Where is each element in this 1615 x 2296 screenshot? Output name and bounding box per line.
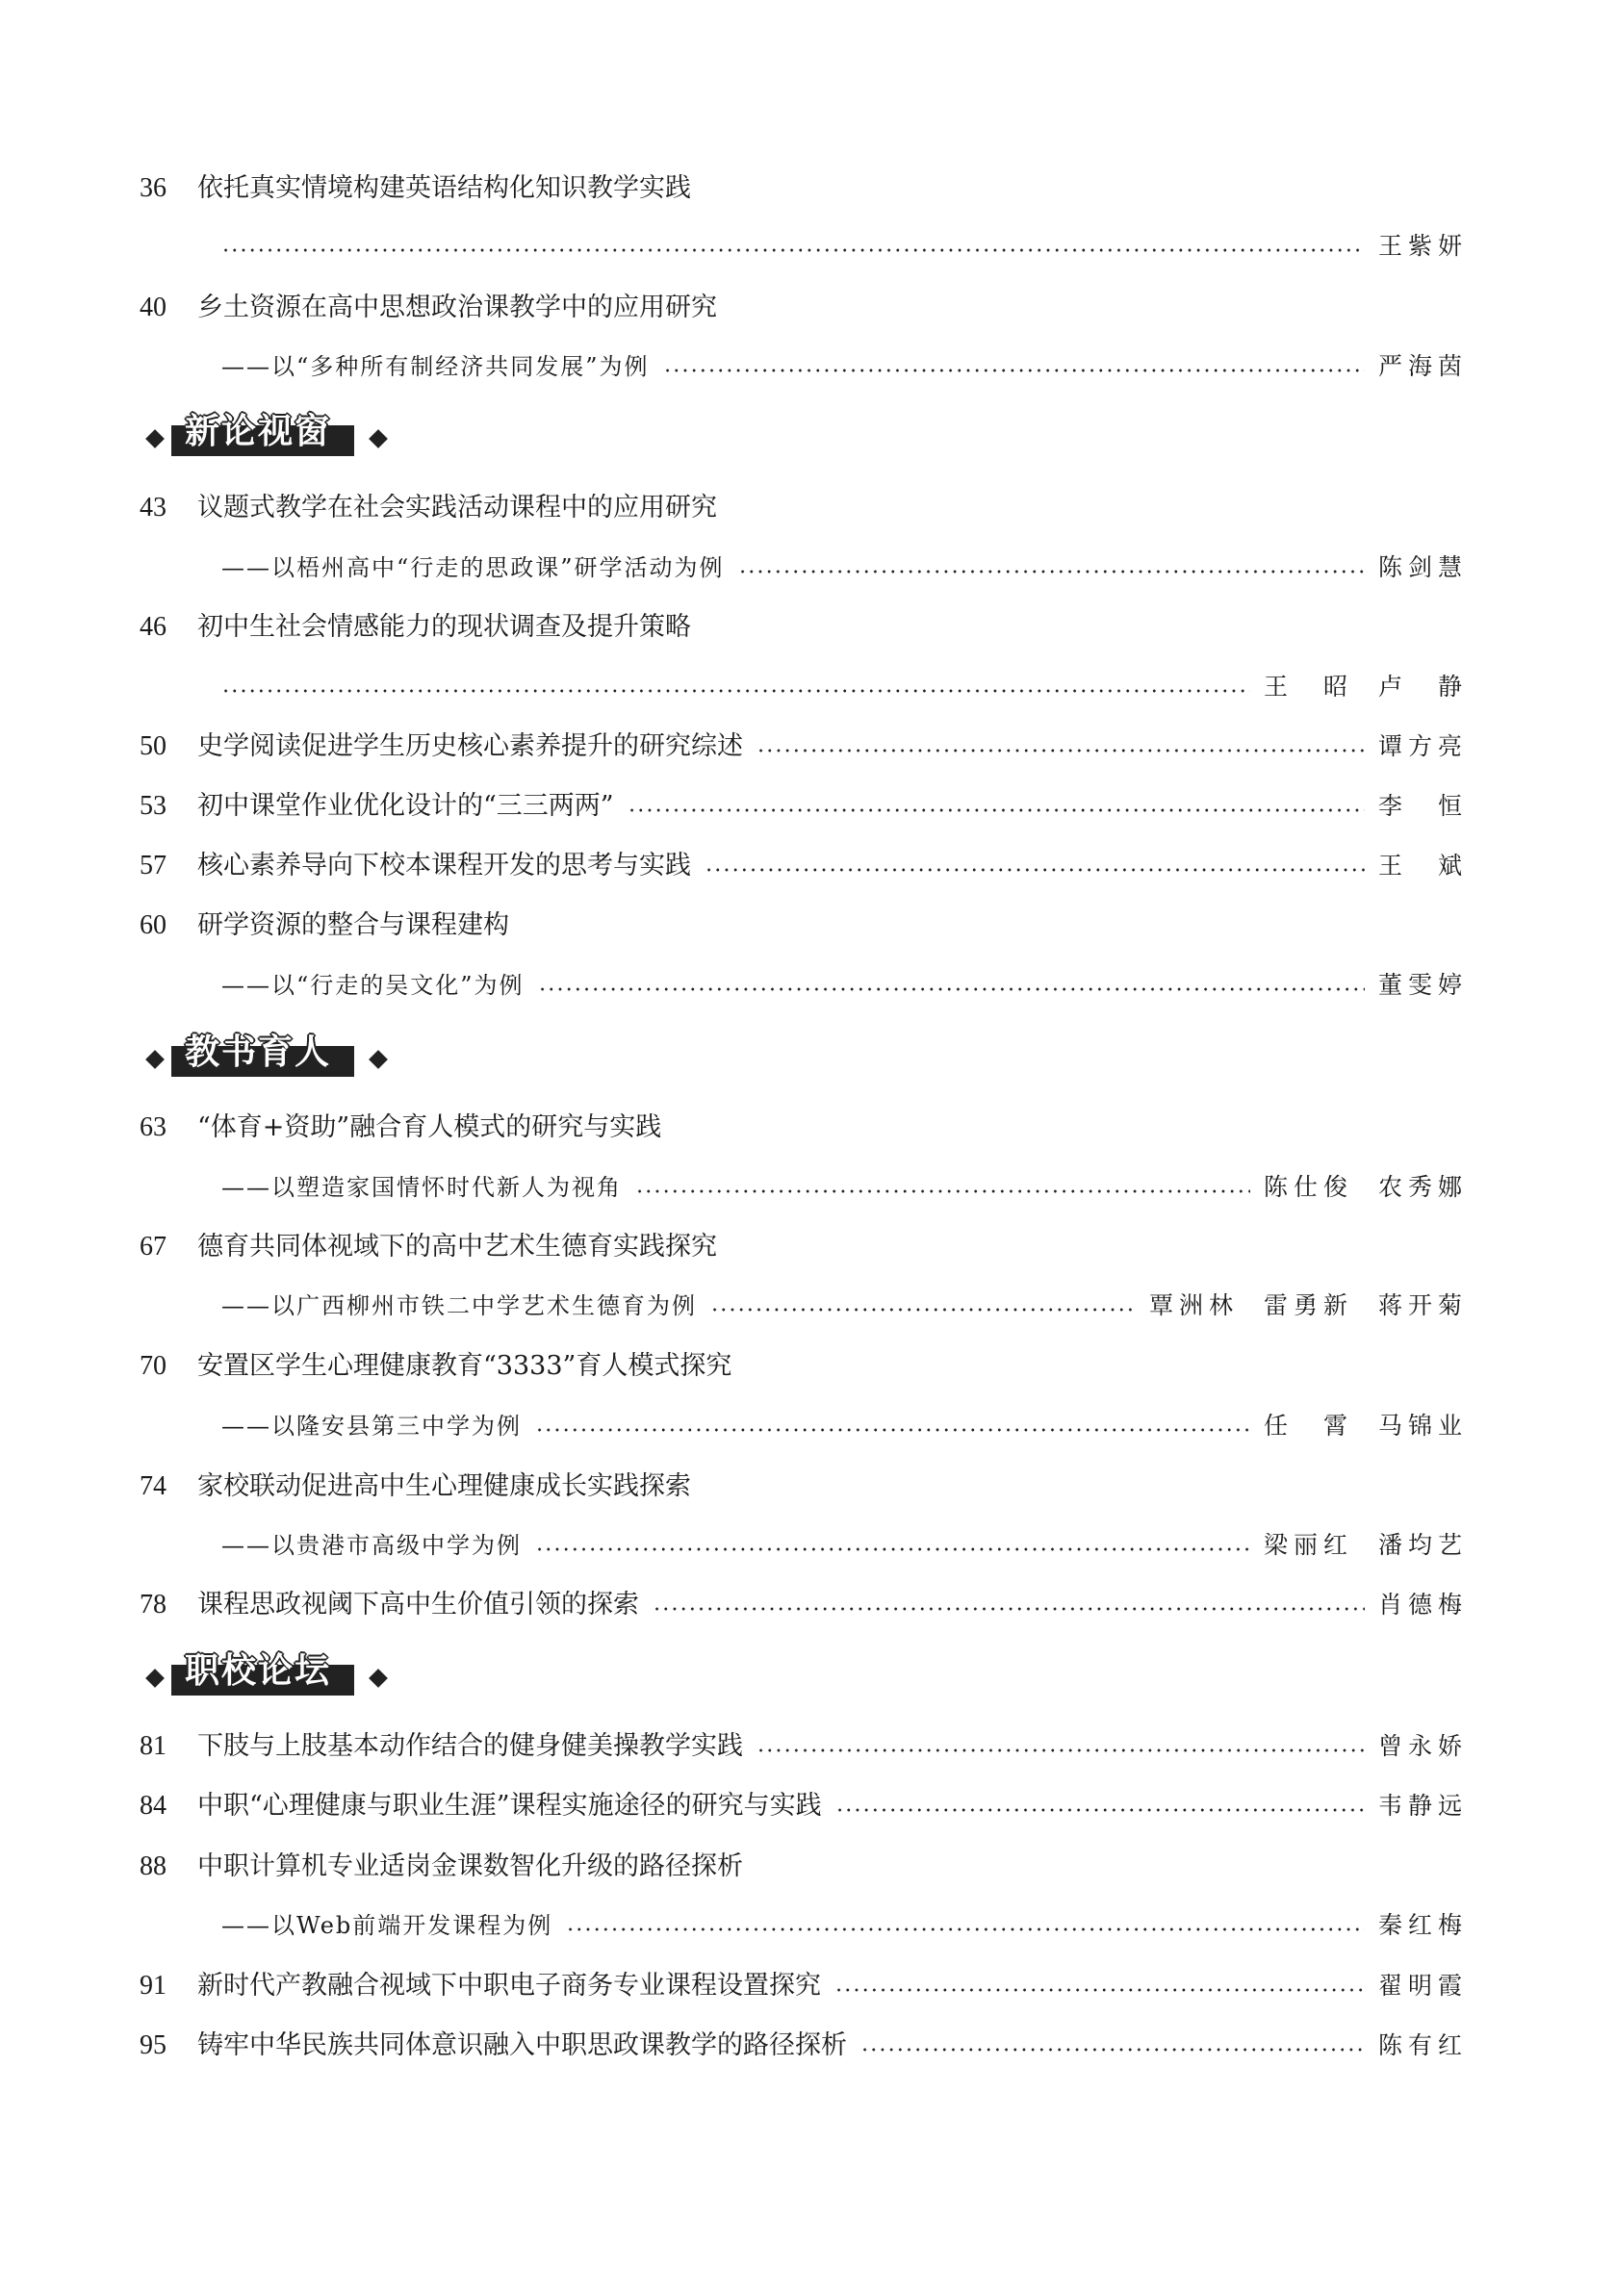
dot-leader bbox=[653, 1607, 1365, 1611]
page-number: 81 bbox=[140, 1731, 167, 1761]
article-title[interactable]: 中职计算机专业适岗金课数智化升级的路径探析 bbox=[197, 1851, 743, 1881]
article-title[interactable]: 新时代产教融合视域下中职电子商务专业课程设置探究 bbox=[197, 1971, 821, 2001]
toc-entry-88-subtitle bbox=[140, 1906, 1468, 1945]
author: 任 霄 bbox=[1263, 1412, 1353, 1440]
page-number: 50 bbox=[140, 731, 167, 761]
dot-leader bbox=[756, 1748, 1365, 1752]
toc-entry-70[interactable] bbox=[140, 1347, 1468, 1386]
article-title[interactable]: 依托真实情境构建英语结构化知识教学实践 bbox=[197, 173, 691, 203]
author: 王 斌 bbox=[1377, 852, 1468, 880]
diamond-icon bbox=[369, 1669, 388, 1688]
article-title[interactable]: 下肢与上肢基本动作结合的健身健美操教学实践 bbox=[197, 1731, 743, 1761]
author: 曾永娇 bbox=[1377, 1732, 1468, 1760]
toc-entry-95[interactable] bbox=[140, 2027, 1468, 2065]
author-list bbox=[1149, 1287, 1468, 1325]
section-label: 新论视窗 bbox=[185, 412, 332, 451]
page-number: 40 bbox=[140, 293, 167, 322]
article-title[interactable]: 德育共同体视域下的高中艺术生德育实践探究 bbox=[197, 1232, 717, 1262]
toc-entry-57[interactable] bbox=[140, 847, 1468, 885]
dot-leader bbox=[635, 1189, 1250, 1193]
article-title[interactable]: 史学阅读促进学生历史核心素养提升的研究综述 bbox=[197, 731, 743, 761]
diamond-icon bbox=[369, 429, 388, 448]
article-title[interactable]: 议题式教学在社会实践活动课程中的应用研究 bbox=[197, 493, 717, 523]
toc-entry-50[interactable] bbox=[140, 727, 1468, 766]
dot-leader bbox=[538, 987, 1365, 991]
author: 谭方亮 bbox=[1377, 732, 1468, 760]
dot-leader bbox=[221, 248, 1365, 252]
page-number: 95 bbox=[140, 2030, 167, 2060]
toc-entry-78[interactable] bbox=[140, 1586, 1468, 1624]
toc-entry-63[interactable] bbox=[140, 1109, 1468, 1147]
toc-entry-67[interactable] bbox=[140, 1228, 1468, 1266]
author: 王 昭 bbox=[1263, 673, 1353, 701]
article-title[interactable]: 乡土资源在高中思想政治课教学中的应用研究 bbox=[197, 293, 717, 322]
toc-entry-60[interactable] bbox=[140, 906, 1468, 945]
article-subtitle: ——以Web前端开发课程为例 bbox=[221, 1912, 553, 1939]
page-number: 60 bbox=[140, 910, 167, 940]
toc-entry-63-subtitle bbox=[140, 1168, 1468, 1207]
article-title[interactable]: 铸牢中华民族共同体意识融入中职思政课教学的路径探析 bbox=[197, 2030, 847, 2060]
page-number: 74 bbox=[140, 1471, 167, 1501]
author: 马锦业 bbox=[1377, 1412, 1468, 1440]
section-header-xinlun bbox=[144, 404, 433, 462]
author: 潘均艺 bbox=[1377, 1531, 1468, 1559]
dot-leader bbox=[738, 570, 1365, 574]
toc-entry-53[interactable] bbox=[140, 787, 1468, 826]
section-label: 职校论坛 bbox=[185, 1651, 332, 1691]
author: 董雯婷 bbox=[1377, 971, 1468, 999]
page-number: 46 bbox=[140, 612, 167, 642]
author: 韦静远 bbox=[1377, 1792, 1468, 1820]
section-header-zhixiao bbox=[144, 1644, 433, 1701]
page-number: 43 bbox=[140, 493, 167, 523]
page-number: 53 bbox=[140, 791, 167, 821]
toc-entry-67-subtitle bbox=[140, 1287, 1468, 1325]
dot-leader bbox=[663, 369, 1365, 372]
article-subtitle: ——以隆安县第三中学为例 bbox=[221, 1413, 522, 1440]
toc-entry-40[interactable] bbox=[140, 289, 1468, 327]
article-title[interactable]: 初中课堂作业优化设计的“三三两两” bbox=[197, 791, 614, 821]
author: 翟明霞 bbox=[1377, 1972, 1468, 2000]
article-title[interactable]: 核心素养导向下校本课程开发的思考与实践 bbox=[197, 851, 691, 880]
author-list bbox=[1264, 1168, 1468, 1207]
toc-entry-40-subtitle bbox=[140, 347, 1468, 386]
article-subtitle: ——以“行走的吴文化”为例 bbox=[221, 972, 525, 999]
dot-leader bbox=[628, 808, 1365, 812]
author: 卢 静 bbox=[1377, 673, 1468, 701]
dot-leader bbox=[860, 2048, 1365, 2052]
article-subtitle: ——以“多种所有制经济共同发展”为例 bbox=[221, 353, 650, 380]
toc-entry-88[interactable] bbox=[140, 1848, 1468, 1886]
author: 梁丽红 bbox=[1263, 1531, 1353, 1559]
toc-entry-84[interactable] bbox=[140, 1787, 1468, 1825]
author: 陈仕俊 bbox=[1263, 1173, 1353, 1201]
dot-leader bbox=[835, 1808, 1365, 1812]
author: 陈剑慧 bbox=[1377, 553, 1468, 581]
diamond-icon bbox=[145, 1669, 165, 1688]
toc-entry-60-subtitle bbox=[140, 966, 1468, 1005]
author: 王紫妍 bbox=[1377, 232, 1468, 260]
dot-leader bbox=[710, 1308, 1136, 1312]
dot-leader bbox=[834, 1988, 1365, 1992]
diamond-icon bbox=[145, 429, 165, 448]
author-list bbox=[1264, 1407, 1468, 1445]
dot-leader bbox=[221, 689, 1250, 693]
toc-entry-46[interactable] bbox=[140, 608, 1468, 647]
author: 李 恒 bbox=[1377, 792, 1468, 820]
dot-leader bbox=[535, 1428, 1250, 1432]
article-subtitle: ——以贵港市高级中学为例 bbox=[221, 1532, 522, 1559]
dot-leader bbox=[756, 749, 1365, 753]
toc-entry-36[interactable] bbox=[140, 169, 1468, 208]
dot-leader bbox=[535, 1547, 1250, 1551]
toc-entry-36-leader bbox=[140, 227, 1468, 266]
article-subtitle: ——以广西柳州市铁二中学艺术生德育为例 bbox=[221, 1292, 697, 1319]
diamond-icon bbox=[145, 1050, 165, 1069]
article-title[interactable]: 初中生社会情感能力的现状调查及提升策略 bbox=[197, 612, 691, 642]
toc-entry-91[interactable] bbox=[140, 1967, 1468, 2005]
author: 蒋开菊 bbox=[1377, 1291, 1468, 1319]
toc-entry-74[interactable] bbox=[140, 1467, 1468, 1506]
page-number: 84 bbox=[140, 1791, 167, 1821]
diamond-icon bbox=[369, 1050, 388, 1069]
dot-leader bbox=[566, 1927, 1365, 1931]
toc-entry-74-subtitle bbox=[140, 1526, 1468, 1565]
page-number: 78 bbox=[140, 1590, 167, 1620]
article-subtitle: ——以塑造家国情怀时代新人为视角 bbox=[221, 1174, 622, 1201]
toc-entry-81[interactable] bbox=[140, 1727, 1468, 1766]
toc-entry-43-subtitle bbox=[140, 548, 1468, 587]
author: 陈有红 bbox=[1377, 2031, 1468, 2059]
page-number: 70 bbox=[140, 1351, 167, 1381]
article-title[interactable]: 家校联动促进高中生心理健康成长实践探索 bbox=[197, 1471, 691, 1501]
toc-entry-70-subtitle bbox=[140, 1407, 1468, 1445]
article-subtitle: ——以梧州高中“行走的思政课”研学活动为例 bbox=[221, 554, 725, 581]
author: 雷勇新 bbox=[1263, 1291, 1353, 1319]
page-number: 57 bbox=[140, 851, 167, 880]
author: 秦红梅 bbox=[1377, 1911, 1468, 1939]
dot-leader bbox=[705, 868, 1365, 872]
page-number: 88 bbox=[140, 1851, 167, 1881]
toc-entry-43[interactable] bbox=[140, 489, 1468, 527]
article-title[interactable]: “体育+资助”融合育人模式的研究与实践 bbox=[197, 1112, 662, 1142]
author: 严海茵 bbox=[1377, 352, 1468, 380]
article-title[interactable]: 安置区学生心理健康教育“3333”育人模式探究 bbox=[197, 1351, 732, 1381]
page-number: 63 bbox=[140, 1112, 167, 1142]
author-list bbox=[1264, 1526, 1468, 1565]
author: 农秀娜 bbox=[1377, 1173, 1468, 1201]
author: 肖德梅 bbox=[1377, 1591, 1468, 1619]
page-number: 67 bbox=[140, 1232, 167, 1262]
page-number: 91 bbox=[140, 1971, 167, 2001]
section-label: 教书育人 bbox=[185, 1033, 332, 1072]
article-title[interactable]: 中职“心理健康与职业生涯”课程实施途径的研究与实践 bbox=[197, 1791, 822, 1821]
page-number: 36 bbox=[140, 173, 167, 203]
author-list bbox=[1264, 668, 1468, 706]
author: 覃洲林 bbox=[1148, 1291, 1239, 1319]
toc-entry-46-leader bbox=[140, 668, 1468, 706]
article-title[interactable]: 课程思政视阈下高中生价值引领的探索 bbox=[197, 1590, 639, 1620]
section-header-jiaoshu bbox=[144, 1025, 433, 1083]
article-title[interactable]: 研学资源的整合与课程建构 bbox=[197, 910, 509, 940]
